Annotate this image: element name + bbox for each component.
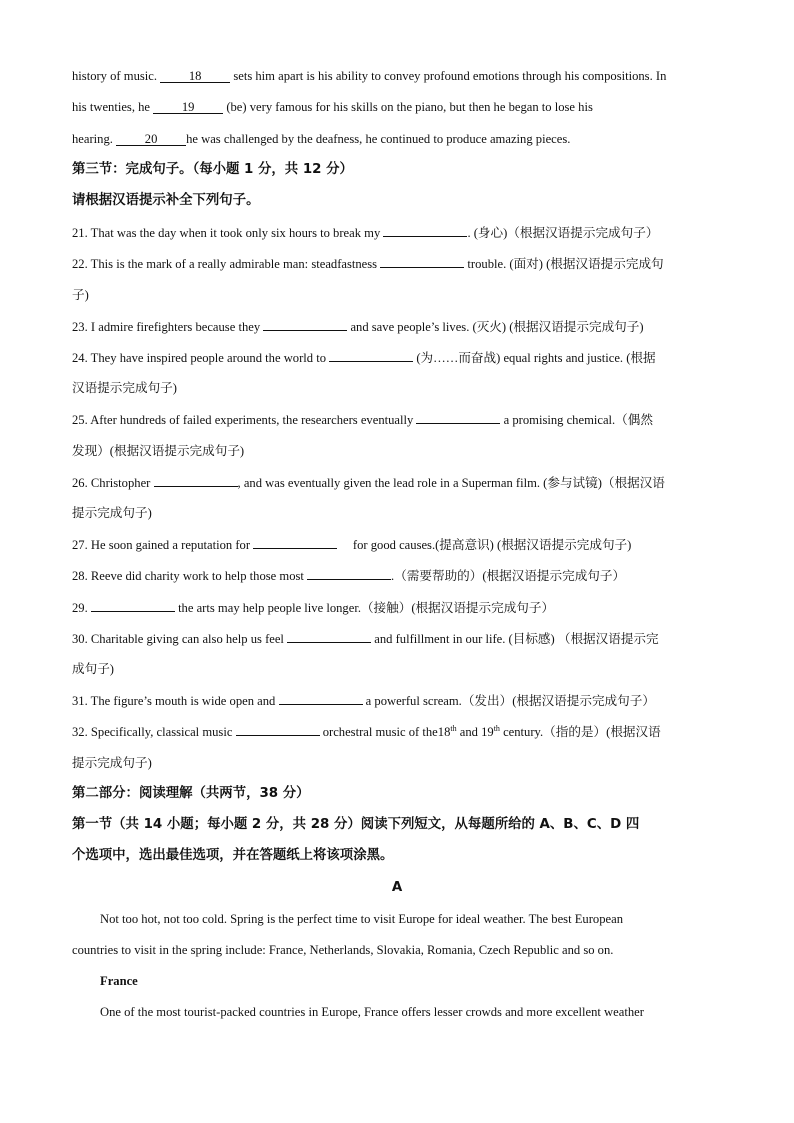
question-hint: a promising chemical.（偶然	[503, 413, 653, 427]
question-23	[72, 318, 732, 335]
cloze-line-1	[72, 68, 732, 84]
question-hint: and fulfillment in our life. (目标感) （根据汉语提示完	[374, 632, 659, 646]
question-text: 25. After hundreds of failed experiments, the researchers eventually	[72, 413, 414, 427]
question-22-cont: 子)	[72, 288, 89, 302]
blank-number: 19	[181, 100, 195, 114]
blank-number: 18	[188, 69, 202, 83]
answer-blank-30[interactable]	[287, 630, 371, 643]
question-hint: (为……而奋战) equal rights and justice. (根据	[416, 351, 656, 365]
question-27	[72, 536, 732, 553]
question-text: 29.	[72, 601, 88, 615]
question-hint: for good causes.(提高意识) (根据汉语提示完成句子)	[352, 538, 632, 552]
question-text: 32. Specifically, classical music	[72, 725, 233, 739]
question-text: 28. Reeve did charity work to help those most	[72, 569, 304, 583]
passage-heading-france: France	[100, 974, 138, 988]
passage-label: A	[391, 880, 403, 895]
cloze-text: he was challenged by the deafness, he continued to produce amazing pieces.	[186, 132, 571, 146]
question-hint: .（需要帮助的）(根据汉语提示完成句子）	[391, 569, 626, 583]
cloze-text: sets him apart is his ability to convey profound emotions through his compositions. In	[233, 69, 667, 83]
answer-blank-29[interactable]	[91, 599, 175, 612]
question-text: 23. I admire firefighters because they	[72, 320, 261, 334]
cloze-text: hearing.	[72, 132, 113, 146]
answer-blank-26[interactable]	[154, 474, 238, 487]
question-21	[72, 224, 732, 241]
question-24-cont: 汉语提示完成句子)	[72, 381, 177, 395]
superscript: th	[493, 723, 500, 733]
part2-title: 第二部分：阅读理解（共两节，38 分）	[72, 786, 310, 801]
question-hint: the arts may help people live longer.（接触）(根据汉语提示完成句子）	[178, 601, 555, 615]
question-30-cont: 成句子)	[72, 662, 114, 676]
question-26	[72, 474, 732, 491]
question-text: 22. This is the mark of a really admirable man: steadfastness	[72, 257, 378, 271]
question-text: 24. They have inspired people around the world to	[72, 351, 327, 365]
question-text: 26. Christopher	[72, 476, 151, 490]
question-text: 27. He soon gained a reputation for	[72, 538, 251, 552]
answer-blank-23[interactable]	[263, 318, 347, 331]
blank-20[interactable]	[116, 133, 186, 146]
hint-part: century.（指的是）(根据汉语	[499, 725, 661, 739]
question-22	[72, 255, 732, 272]
answer-blank-31[interactable]	[279, 692, 363, 705]
question-24	[72, 349, 732, 366]
question-hint: and save people’s lives. (灭火) (根据汉语提示完成句子)	[350, 320, 644, 334]
part2-section1-instruction: 第一节（共 14 小题；每小题 2 分，共 28 分）阅读下列短文，从每题所给的 A、B、C、D 四	[72, 817, 640, 832]
cloze-line-3	[72, 131, 732, 147]
answer-blank-25[interactable]	[416, 411, 500, 424]
superscript: th	[450, 723, 457, 733]
question-31	[72, 692, 732, 709]
question-text: 21. That was the day when it took only six hours to break my	[72, 226, 381, 240]
blank-18[interactable]	[160, 70, 230, 83]
question-25	[72, 411, 732, 428]
blank-number: 20	[144, 132, 158, 146]
passage-paragraph-1: Not too hot, not too cold. Spring is the perfect time to visit Europe for ideal weather. The best European	[100, 912, 623, 926]
answer-blank-24[interactable]	[329, 349, 413, 362]
question-hint: a powerful scream.（发出）(根据汉语提示完成句子）	[365, 694, 655, 708]
blank-19[interactable]	[153, 101, 223, 114]
question-hint: trouble. (面对) (根据汉语提示完成句	[467, 257, 664, 271]
hint-part: orchestral music of the18	[322, 725, 451, 739]
question-hint: , and was eventually given the lead role in a Superman film. (参与试镜)（根据汉语	[237, 476, 665, 490]
question-29	[72, 599, 732, 616]
question-32-cont: 提示完成句子)	[72, 756, 152, 770]
question-28	[72, 567, 732, 584]
answer-blank-28[interactable]	[307, 567, 391, 580]
question-hint: . (身心)（根据汉语提示完成句子）	[467, 226, 659, 240]
hint-part: and 19	[456, 725, 494, 739]
cloze-line-2	[72, 99, 732, 115]
cloze-text: his twenties, he	[72, 100, 150, 114]
passage-paragraph-1-cont: countries to visit in the spring include: France, Netherlands, Slovakia, Romania, Czech Republic and so on.	[72, 943, 614, 957]
question-text: 30. Charitable giving can also help us feel	[72, 632, 284, 646]
answer-blank-22[interactable]	[380, 255, 464, 268]
answer-blank-21[interactable]	[383, 224, 467, 237]
section3-instruction: 请根据汉语提示补全下列句子。	[72, 193, 260, 208]
section3-title: 第三节：完成句子。（每小题 1 分，共 12 分）	[72, 162, 353, 177]
question-26-cont: 提示完成句子)	[72, 506, 152, 520]
question-hint	[323, 725, 661, 739]
cloze-text: (be) very famous for his skills on the piano, but then he began to lose his	[226, 100, 593, 114]
question-32	[72, 723, 732, 740]
question-30	[72, 630, 732, 647]
cloze-text: history of music.	[72, 69, 158, 83]
answer-blank-32[interactable]	[236, 723, 320, 736]
answer-blank-27[interactable]	[253, 536, 337, 549]
question-text: 31. The figure’s mouth is wide open and	[72, 694, 276, 708]
part2-section1-instruction-cont: 个选项中，选出最佳选项，并在答题纸上将该项涂黑。	[72, 848, 394, 863]
question-25-cont: 发现）(根据汉语提示完成句子)	[72, 444, 245, 458]
passage-paragraph-2: One of the most tourist-packed countries in Europe, France offers lesser crowds and more excellent weather	[100, 1005, 644, 1019]
